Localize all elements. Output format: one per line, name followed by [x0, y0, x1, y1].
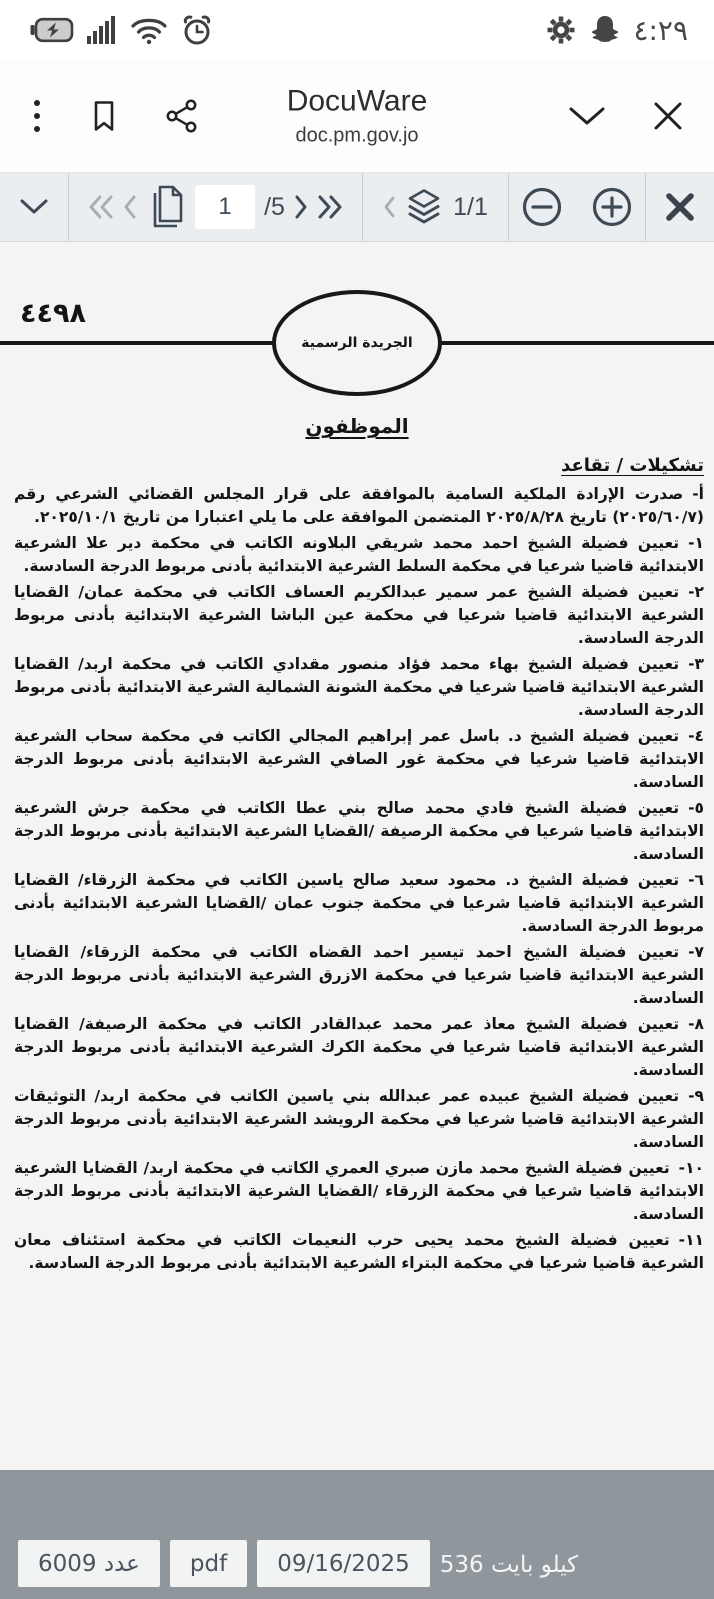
item-number: أ- — [692, 485, 704, 503]
layer-controls — [363, 173, 508, 241]
gear-icon — [545, 14, 577, 46]
pages-icon — [146, 184, 186, 230]
item-number: ٧- — [688, 943, 704, 961]
date-chip: 09/16/2025 — [257, 1540, 430, 1587]
item-number: ٢- — [688, 583, 704, 601]
document-source — [287, 85, 428, 148]
layers-icon — [404, 187, 444, 227]
wifi-icon — [130, 15, 168, 45]
bookmark-icon[interactable] — [88, 99, 120, 133]
page-number-input[interactable] — [195, 185, 255, 229]
item-text: تعيين فضيلة الشيخ احمد تيسير احمد القضاه الكاتب في محكمة الزرقاء/ القضايا الشرعية الابتدائية قاضيا شرعيا في محكمة الازرق الشرعية الابتدائية بأدنى مربوط الدرجة السادسة. — [14, 943, 704, 1007]
document-page[interactable] — [0, 242, 714, 1470]
gazette-masthead — [0, 242, 714, 414]
list-item — [14, 1157, 704, 1226]
list-item — [14, 1229, 704, 1275]
status-bar — [0, 0, 714, 60]
layer-indicator-label: 1/1 — [453, 192, 488, 221]
source-url: doc.pm.gov.jo — [295, 124, 419, 147]
section-title: الموظفون — [305, 414, 409, 438]
item-text: تعيين فضيلة الشيخ معاذ عمر محمد عبدالقادر الكاتب في محكمة الرصيفة/ القضايا الشرعية الابتدائية قاضيا شرعيا في محكمة الكرك الشرعية الابتدائية بأدنى مربوط الدرجة السادسة. — [14, 1015, 704, 1079]
status-left-icons — [30, 14, 213, 46]
page-navigation — [69, 173, 362, 241]
close-viewer-icon[interactable] — [664, 191, 696, 223]
item-text: تعيين فضيلة الشيخ بهاء محمد فؤاد منصور مقدادي الكاتب في محكمة اربد/ القضايا الشرعية الابتدائية قاضيا شرعيا في محكمة الشونة الشمالية الشرعية الابتدائية بأدنى مربوط الدرجة السادسة. — [14, 655, 704, 719]
collapse-toolbar-chevron-icon[interactable] — [19, 198, 49, 216]
list-item — [14, 725, 704, 794]
close-icon[interactable] — [652, 100, 684, 132]
gazette-page-number: ٤٤٩٨ — [20, 298, 86, 329]
item-number: ١١- — [678, 1231, 704, 1249]
list-item — [14, 532, 704, 578]
item-text: تعيين فضيلة الشيخ عبيده عمر عبدالله بني ياسين الكاتب في محكمة اربد/ التوثيقات الشرعية الابتدائية قاضيا شرعيا في محكمة الرويشد الشرعية الابتدائية بأدنى مربوط الدرجة السادسة. — [14, 1087, 704, 1151]
item-text: تعيين فضيلة الشيخ عمر سمير عبدالكريم العساف الكاتب في محكمة عمان/ القضايا الشرعية الابتدائية قاضيا شرعيا في محكمة عين الباشا الشرعية الابتدائية بأدنى مربوط الدرجة السادسة. — [14, 583, 704, 647]
chevron-down-icon[interactable] — [568, 105, 606, 127]
masthead-oval — [272, 290, 442, 396]
zoom-controls — [509, 173, 645, 241]
next-page-icon[interactable] — [294, 195, 308, 219]
battery-charging-icon — [30, 17, 74, 43]
list-item — [14, 869, 704, 938]
item-text: تعيين فضيلة الشيخ احمد محمد شريقي البلاونه الكاتب في محكمة دير علا الشرعية الابتدائية قاضيا شرعيا في محكمة السلط الشرعية الابتدائية بأدنى مربوط الدرجة السادسة. — [14, 534, 704, 575]
zoom-out-icon[interactable] — [520, 185, 564, 229]
first-page-icon[interactable] — [88, 195, 114, 219]
item-text: صدرت الإرادة الملكية السامية بالموافقة على قرار المجلس القضائي الشرعي رقم (٢٠٢٥/٦٠/٧) تاريخ ٢٠٢٥/٨/٢٨ المتضمن الموافقة على ما يلي اعتبارا من تاريخ ٢٠٢٥/١٠/١. — [14, 485, 704, 526]
item-number: ٩- — [688, 1087, 704, 1105]
previous-layer-icon[interactable] — [383, 196, 395, 218]
zoom-in-icon[interactable] — [590, 185, 634, 229]
item-number: ١٠- — [678, 1159, 704, 1177]
list-item — [14, 941, 704, 1010]
previous-page-icon[interactable] — [123, 195, 137, 219]
item-text: تعيين فضيلة الشيخ فادي محمد صالح بني عطا الكاتب في محكمة جرش الشرعية الابتدائية قاضيا شرعيا في محكمة الرصيفة /القضايا الشرعية الابتدائية بأدنى مربوط الدرجة السادسة. — [14, 799, 704, 863]
list-item — [14, 1013, 704, 1082]
item-number: ٨- — [688, 1015, 704, 1033]
app-header — [0, 60, 714, 172]
kebab-menu-icon[interactable] — [30, 96, 44, 136]
item-text: تعيين فضيلة الشيخ محمد يحيى حرب النعيمات الكاتب في محكمة استئناف معان الشرعية قاضيا شرعيا في محكمة البتراء الشرعية الابتدائية بأدنى مربوط الدرجة السادسة. — [14, 1231, 704, 1272]
status-right-icons — [545, 14, 688, 47]
status-clock: ٤:٢٩ — [633, 13, 688, 47]
last-page-icon[interactable] — [317, 195, 343, 219]
list-item — [14, 797, 704, 866]
item-text: تعيين فضيلة الشيخ د. باسل عمر إبراهيم المجالي الكاتب في محكمة سحاب الشرعية الابتدائية قاضيا شرعيا في محكمة غور الصافي الشرعية الابتدائية بأدنى مربوط الدرجة السادسة. — [14, 727, 704, 791]
page-total-label: /5 — [264, 192, 285, 221]
list-item — [14, 1085, 704, 1154]
item-number: ٦- — [688, 871, 704, 889]
snapchat-icon — [590, 14, 620, 46]
list-item — [14, 653, 704, 722]
app-title: DocuWare — [286, 84, 428, 118]
item-number: ٣- — [688, 655, 704, 673]
file-format-chip: pdf — [170, 1540, 247, 1587]
pdf-toolbar — [0, 172, 714, 242]
item-number: ٥- — [688, 799, 704, 817]
share-icon[interactable] — [164, 98, 200, 134]
item-number: ٤- — [688, 727, 704, 745]
metadata-footer — [0, 1470, 714, 1599]
masthead-oval-text: الجريدة الرسمية — [301, 335, 413, 351]
issue-number-chip: عدد 6009 — [18, 1540, 160, 1587]
list-item — [14, 581, 704, 650]
document-body — [0, 438, 714, 1275]
signal-bars-icon — [87, 15, 117, 45]
subsection-title: تشكيلات / تقاعد — [561, 455, 704, 476]
item-text: تعيين فضيلة الشيخ محمد مازن صبري العمري الكاتب في محكمة اربد/ القضايا الشرعية الابتدائية قاضيا شرعيا في محكمة الزرقاء /القضايا الشرعية الابتدائية بأدنى مربوط الدرجة السادسة. — [14, 1159, 704, 1223]
file-size-label: كيلو بايت 536 — [439, 1552, 579, 1578]
alarm-clock-icon — [181, 14, 213, 46]
intro-paragraph — [14, 483, 704, 529]
item-number: ١- — [688, 534, 704, 552]
item-text: تعيين فضيلة الشيخ د. محمود سعيد صالح ياسين الكاتب في محكمة الزرقاء/ القضايا الشرعية الابتدائية قاضيا شرعيا في محكمة جنوب عمان /القضايا الشرعية الابتدائية بأدنى مربوط الدرجة السادسة. — [14, 871, 704, 935]
